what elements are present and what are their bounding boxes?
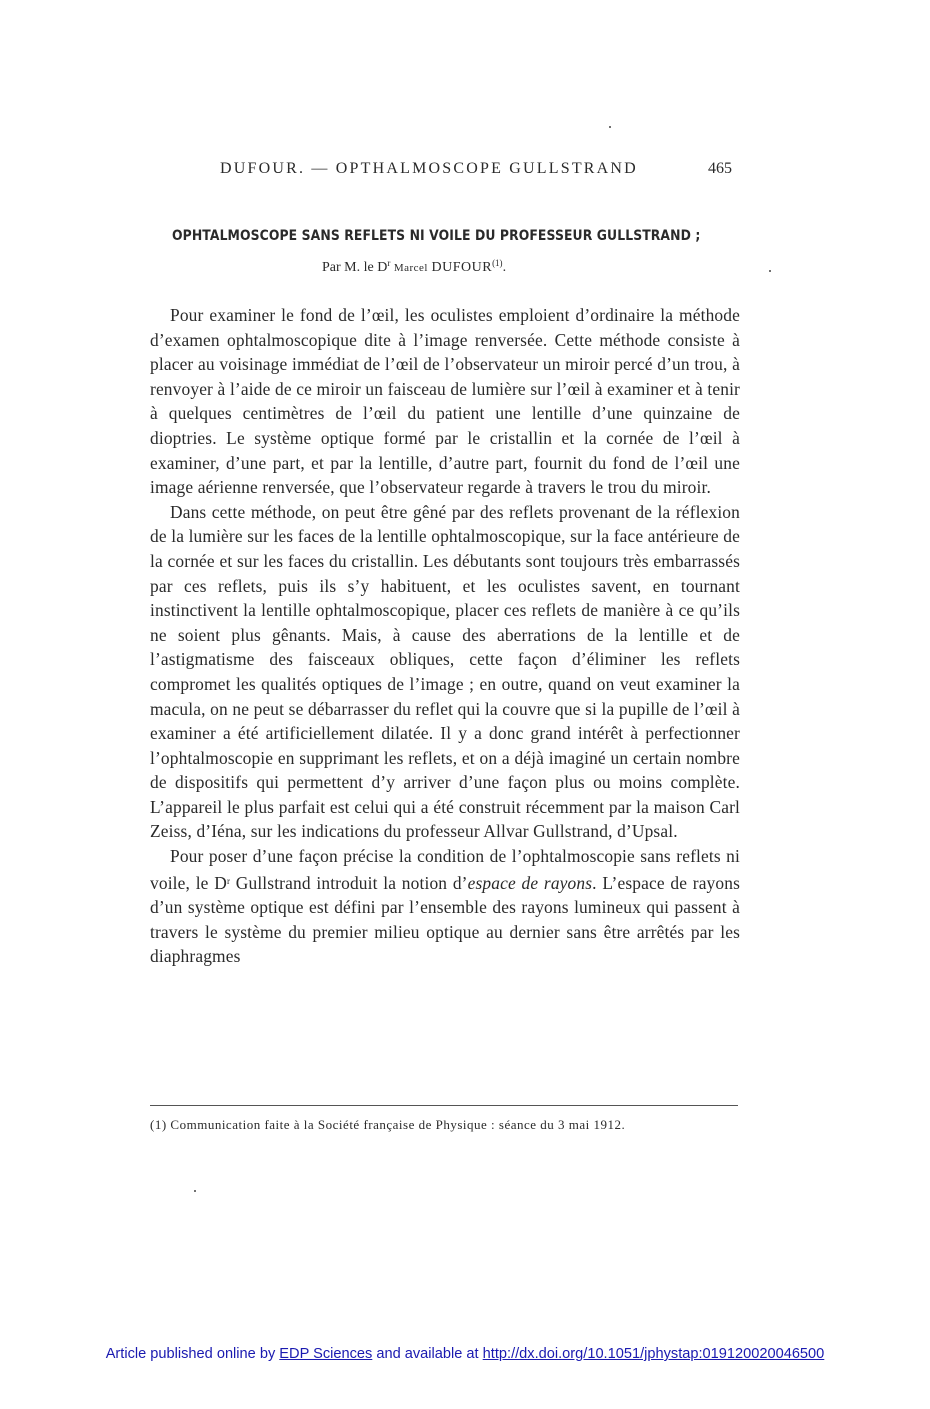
page-number: 465 (708, 160, 732, 177)
author-first-name: Marcel (393, 262, 428, 274)
article-body (150, 303, 740, 969)
byline (322, 258, 506, 276)
paragraph-3-sup: r (226, 875, 231, 886)
publisher-prefix: Article published online by (105, 1346, 280, 1362)
footnote-reference: (1) (492, 258, 503, 268)
author-last-name: DUFOUR (431, 260, 493, 275)
article-title: OPHTALMOSCOPE SANS REFLETS NI VOILE DU PROFESSEUR GULLSTRAND ; (172, 226, 701, 244)
paragraph-3-end: . L’espace de rayons d’un système optique est défini par l’ensemble des rayons lumineux qui passent à travers le système du premier milieu optique au dernier sans être arrêtés par les diaphragmes (150, 872, 741, 967)
paragraph-2: Dans cette méthode, on peut être gêné par des reflets provenant de la réflexion de la lumière sur les faces de la lentille ophtalmoscopique, sur la face antérieure de la cornée et sur les faces du cristallin. Les débutants sont toujours très embarrassés par ces reflets, puis ils s’y habituent, et les oculistes savent, en tournant instinctivent la lentille ophtalmoscopique, placer ces reflets de manière à ce qu’ils ne soient plus gênants. Mais, à cause des aberrations de la lentille et de l’astigmatisme des faisceaux obliques, cette façon d’éliminer les reflets compromet les qualités optiques de l’image ; en outre, quand on veut examiner la macula, on ne peut se débarrasser du reflet qui la couvre que si la pupille de l’œil à examiner a été artificiellement dilatée. Il y a donc grand intérêt à perfectionner l’ophtalmoscopie en supprimant les reflets, et on a déjà imaginé un certain nombre de dispositifs qui permettent d’y arriver d’une façon plus ou moins complète. L’appareil le plus parfait est celui qui a été construit récemment par la maison Carl Zeiss, d’Iéna, sur les indications du professeur Allvar Gullstrand, d’Upsal. (150, 501, 740, 842)
byline-prefix: Par M. le D (322, 260, 388, 275)
paragraph-1: Pour examiner le fond de l’œil, les oculistes emploient d’ordinaire la méthode d’examen ophtalmoscopique dite à l’image renversée. Cette méthode consiste à placer au voisinage immédiat de l’œil de l’observateur un miroir percé d’un trou, à renvoyer à l’aide de ce miroir un faisceau de lumière sur l’œil à examiner et à tenir à quelques centimètres de l’œil du patient une lentille d’une quinzaine de dioptries. Le système optique formé par le cristallin et la cornée de l’œil à examiner, d’une part, et par la lentille, d’autre part, fournit du fond de l’œil une image aérienne renversée, que l’observateur regarde à travers le trou du miroir. (150, 305, 740, 498)
byline-suffix: . (502, 260, 507, 275)
scan-speck (769, 270, 771, 272)
paragraph-3-start: Pour poser d’une façon précise la condition de l’ophtalmoscopie sans reflets ni voile, le D (150, 846, 740, 893)
edp-sciences-link[interactable]: EDP Sciences (279, 1346, 373, 1362)
footnote-rule (150, 1105, 738, 1106)
doi-link[interactable]: http://dx.doi.org/10.1051/jphystap:019120020046500 (482, 1346, 825, 1362)
paragraph-3-mid: Gullstrand introduit la notion d’ (230, 872, 468, 893)
scan-speck (609, 126, 611, 128)
running-head: DUFOUR. — OPTHALMOSCOPE GULLSTRAND (220, 160, 638, 177)
publisher-middle: and available at (372, 1346, 483, 1362)
footnote-marker: (1) (150, 1117, 167, 1132)
scan-speck (194, 1190, 196, 1192)
paragraph-3 (150, 844, 740, 969)
byline-prefix-sup: r (387, 258, 391, 268)
term-espace-de-rayons: espace de rayons (467, 872, 593, 893)
footnote (150, 1115, 740, 1135)
footnote-text: Communication faite à la Société française de Physique : séance du 3 mai 1912. (166, 1117, 626, 1132)
publisher-notice (0, 1346, 930, 1362)
